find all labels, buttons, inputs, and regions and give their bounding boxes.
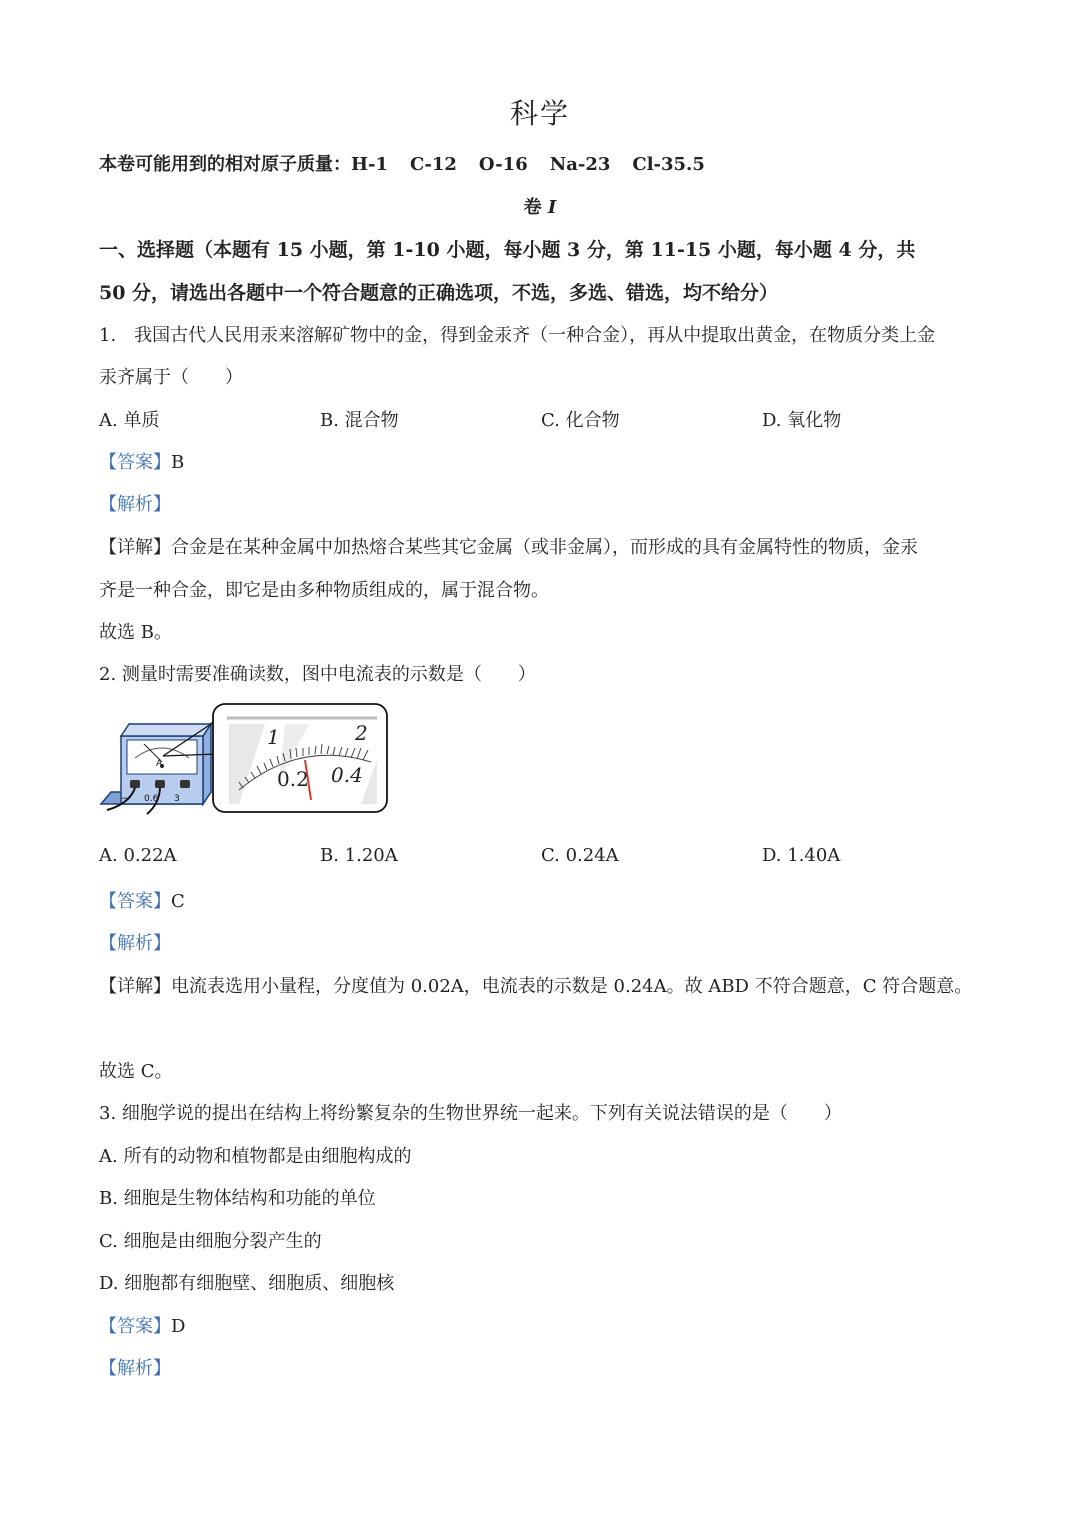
answer-label: 【答案】 [99,891,171,912]
section-heading-line1: 一、选择题（本题有 15 小题，第 1-10 小题，每小题 3 分，第 11-15 小题，每小题 4 分，共 [99,239,916,261]
q2-option-c: C. 0.24A [541,845,619,866]
volume-roman: I [547,197,557,218]
q1-option-c: C. 化合物 [541,410,620,431]
q2-answer [99,887,185,913]
scale-label-04: 0.4 [331,763,363,787]
page-title: 科学 [509,97,570,130]
atomic-mass-item: O-16 [478,154,528,175]
q2-conclusion: 故选 C。 [99,1061,173,1082]
volume-heading [0,193,1080,219]
scale-label-02: 0.2 [277,767,309,791]
atomic-mass-item: H-1 [351,154,389,175]
q2-answer-value: C [171,891,185,912]
terminal-label-neg: − [121,794,129,804]
q3-stem: 3. 细胞学说的提出在结构上将纷繁复杂的生物世界统一起来。下列有关说法错误的是（ ） [99,1103,842,1124]
answer-label: 【答案】 [99,1316,171,1337]
atomic-mass-line [99,150,705,176]
q2-detail-text: 电流表选用小量程，分度值为 0.02A，电流表的示数是 0.24A。故 ABD 不符合题意，C 符合题意。 [171,976,973,997]
detail-label: 【详解】 [99,537,171,558]
meter-letter: A [156,759,163,769]
q2-option-b: B. 1.20A [320,845,398,866]
atomic-mass-label: 本卷可能用到的相对原子质量： [99,154,351,175]
scale-label-1: 1 [267,725,280,749]
q2-option-a: A. 0.22A [99,845,177,866]
section-heading-line2: 50 分，请选出各题中一个符合题意的正确选项，不选，多选、错选，均不给分） [99,282,779,304]
q2-option-d: D. 1.40A [762,845,841,866]
terminal-label-small: 0.6 [144,794,159,804]
atomic-mass-item: Cl-35.5 [632,154,705,175]
q1-answer [99,448,184,474]
q2-stem: 2. 测量时需要准确读数，图中电流表的示数是（ ） [99,664,536,685]
ammeter-figure [99,700,391,816]
q2-detail-line [99,972,972,998]
q3-option-c: C. 细胞是由细胞分裂产生的 [99,1231,322,1252]
q1-detail-line2: 齐是一种合金，即它是由多种物质组成的，属于混合物。 [99,580,549,601]
q1-stem-line1: 1. 我国古代人民用汞来溶解矿物中的金，得到金汞齐（一种合金），再从中提取出黄金，在物质分类上金 [99,325,936,346]
q1-detail-text1: 合金是在某种金属中加热熔合某些其它金属（或非金属），而形成的具有金属特性的物质，金汞 [171,537,918,558]
atomic-mass-item: Na-23 [549,154,611,175]
q3-analysis-label: 【解析】 [99,1358,171,1379]
q2-analysis-label: 【解析】 [99,933,171,954]
answer-label: 【答案】 [99,452,171,473]
q3-option-b: B. 细胞是生物体结构和功能的单位 [99,1188,376,1209]
q1-option-a: A. 单质 [99,410,160,431]
detail-label: 【详解】 [99,976,171,997]
terminal-label-large: 3 [174,794,180,804]
q1-option-d: D. 氧化物 [762,410,842,431]
terminals [130,780,190,788]
q1-detail-line1 [99,533,918,559]
scale-label-2: 2 [355,721,368,745]
q1-option-b: B. 混合物 [320,410,399,431]
q1-answer-value: B [171,452,185,473]
q1-analysis-label: 【解析】 [99,494,171,515]
q3-option-a: A. 所有的动物和植物都是由细胞构成的 [99,1146,412,1167]
q1-conclusion: 故选 B。 [99,622,172,643]
q3-answer [99,1312,185,1338]
q1-stem-line2: 汞齐属于（ ） [99,367,243,388]
atomic-mass-item: C-12 [410,154,457,175]
volume-prefix: 卷 [523,197,542,218]
q3-answer-value: D [171,1316,186,1337]
q3-option-d: D. 细胞都有细胞壁、细胞质、细胞核 [99,1273,395,1294]
